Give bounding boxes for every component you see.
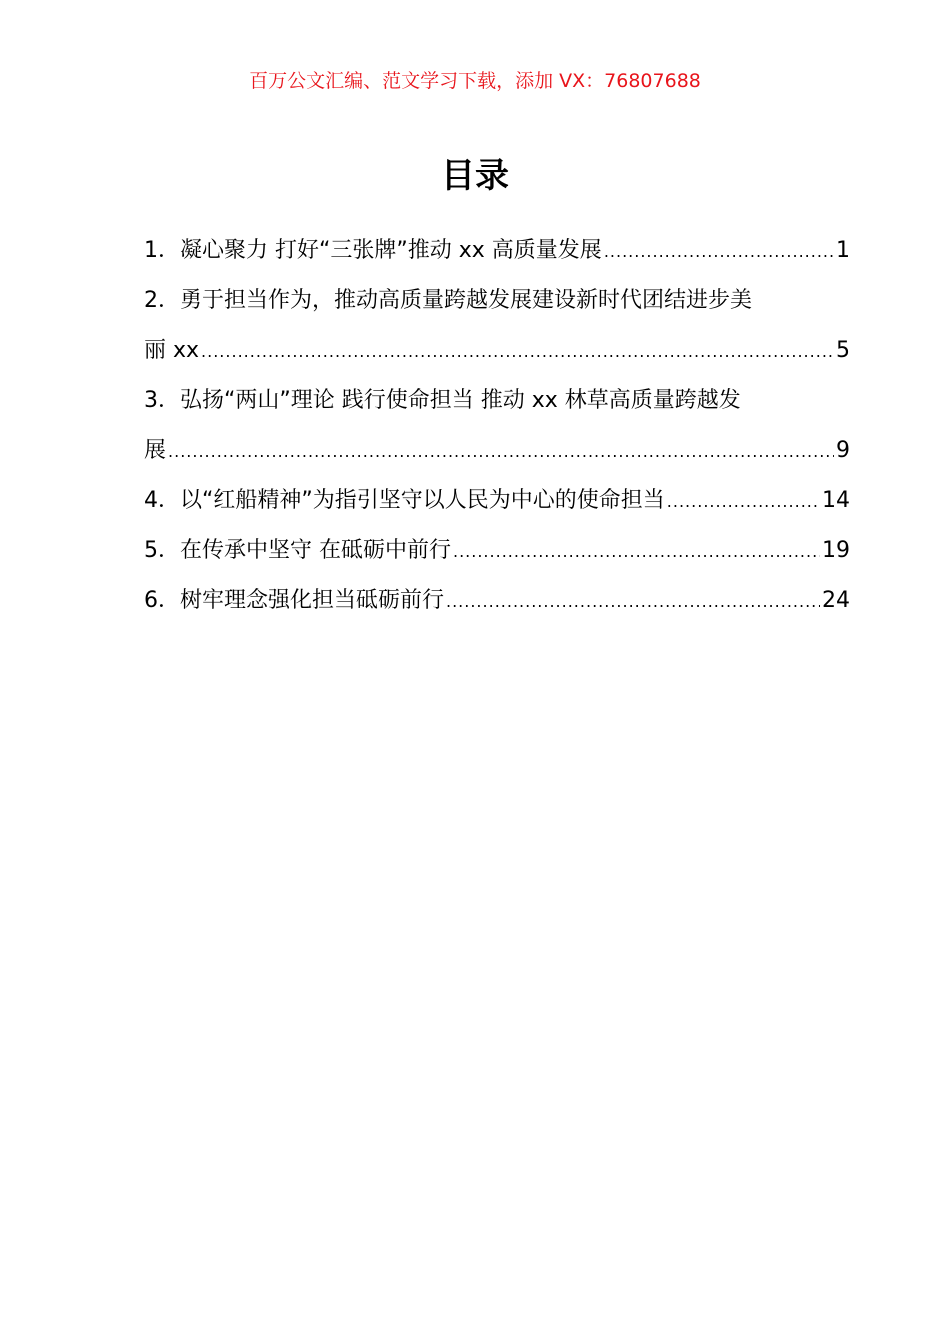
toc-entry-text: 3．弘扬“两山”理论 践行使命担当 推动 xx 林草高质量跨越发 [144,388,741,413]
toc-entry-3-continued[interactable] [144,426,850,476]
toc-page-number: 5 [836,338,850,363]
toc-dot-leader [604,227,834,277]
toc-page-number: 9 [836,438,850,463]
toc-entry-text: 4．以“红船精神”为指引坚守以人民为中心的使命担当 [144,488,665,513]
toc-page-number: 14 [822,488,850,513]
toc-entry-1[interactable] [144,226,850,276]
toc-dot-leader [667,477,820,527]
toc-entry-2[interactable] [144,276,850,326]
toc-dot-leader [453,527,820,577]
toc-entry-6[interactable] [144,576,850,626]
toc-page-number: 1 [836,238,850,263]
toc-entry-text: 1．凝心聚力 打好“三张牌”推动 xx 高质量发展 [144,238,602,263]
toc-page-number: 24 [822,588,850,613]
toc-entry-text: 5．在传承中坚守 在砥砺中前行 [144,538,451,563]
toc-entry-text: 丽 xx [144,338,200,363]
toc-entry-text: 2．勇于担当作为，推动高质量跨越发展建设新时代团结进步美 [144,288,752,313]
page-title: 目录 [441,156,509,196]
toc-dot-leader [201,327,834,377]
toc-entry-2-continued[interactable] [144,326,850,376]
toc-entry-5[interactable] [144,526,850,576]
toc-dot-leader [168,427,834,477]
header-note: 百万公文汇编、范文学习下载，添加 VX：76807688 [249,70,701,92]
toc-dot-leader [446,577,820,627]
toc-entry-4[interactable] [144,476,850,526]
toc-entry-text: 展 [144,438,167,463]
table-of-contents [144,226,850,626]
toc-page-number: 19 [822,538,850,563]
toc-entry-text: 6．树牢理念强化担当砥砺前行 [144,588,444,613]
toc-entry-3[interactable] [144,376,850,426]
